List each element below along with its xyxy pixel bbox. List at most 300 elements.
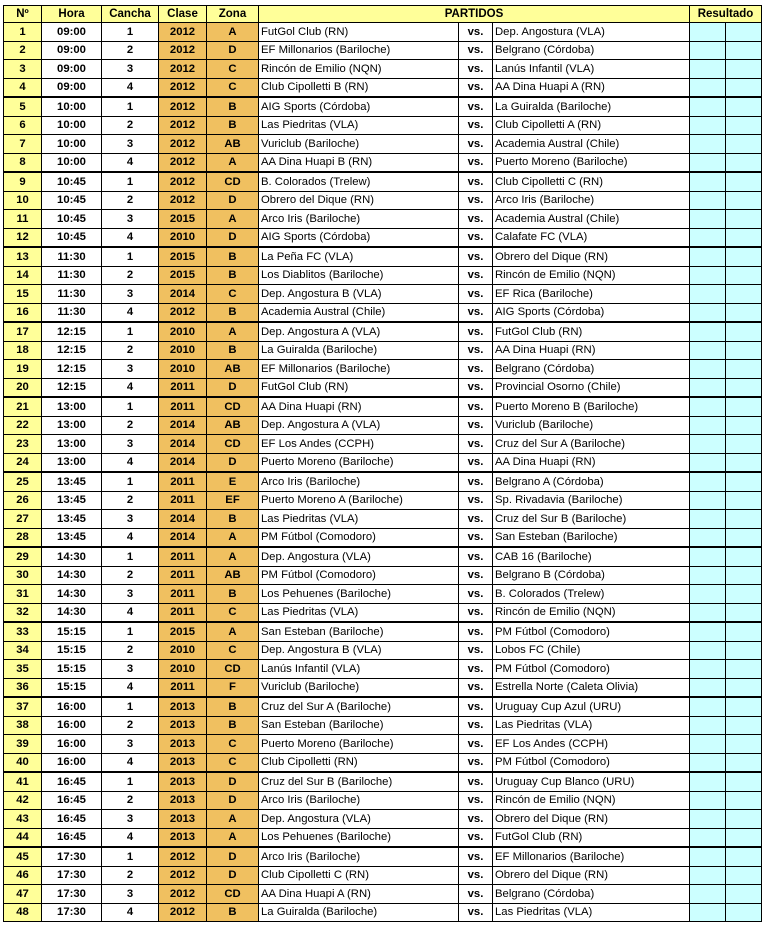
row-home-team: FutGol Club (RN) [259,23,459,42]
row-vs: vs. [459,453,493,472]
row-result-home [690,472,726,491]
row-result-away [726,172,762,191]
row-result-home [690,60,726,79]
row-result-home [690,678,726,697]
row-hora: 16:00 [42,753,102,772]
row-clase: 2012 [159,191,207,210]
row-home-team: Vuriclub (Bariloche) [259,678,459,697]
row-hora: 16:45 [42,828,102,847]
row-hora: 16:00 [42,735,102,754]
row-vs: vs. [459,903,493,922]
row-number: 30 [4,566,42,585]
row-cancha: 3 [102,135,159,154]
row-home-team: Dep. Angostura B (VLA) [259,641,459,660]
row-result-away [726,378,762,397]
row-away-team: FutGol Club (RN) [493,322,690,341]
row-number: 46 [4,866,42,885]
row-zona: AB [207,566,259,585]
row-clase: 2013 [159,772,207,791]
row-zona: C [207,641,259,660]
row-zona: D [207,866,259,885]
row-result-away [726,303,762,322]
row-result-away [726,266,762,285]
row-number: 34 [4,641,42,660]
row-zona: B [207,341,259,360]
row-home-team: Cruz del Sur B (Bariloche) [259,772,459,791]
row-home-team: AIG Sports (Córdoba) [259,228,459,247]
row-cancha: 1 [102,547,159,566]
row-number: 12 [4,228,42,247]
row-clase: 2012 [159,303,207,322]
row-vs: vs. [459,753,493,772]
table-row [4,585,762,604]
row-result-home [690,191,726,210]
table-row [4,210,762,229]
row-result-home [690,228,726,247]
row-hora: 12:15 [42,360,102,379]
row-cancha: 1 [102,472,159,491]
row-cancha: 3 [102,885,159,904]
row-number: 43 [4,810,42,829]
row-result-away [726,697,762,716]
table-row [4,847,762,866]
row-number: 2 [4,41,42,60]
row-home-team: Dep. Angostura A (VLA) [259,416,459,435]
row-away-team: Belgrano (Córdoba) [493,41,690,60]
row-cancha: 1 [102,397,159,416]
row-hora: 10:45 [42,228,102,247]
row-vs: vs. [459,360,493,379]
row-result-away [726,247,762,266]
row-result-home [690,97,726,116]
row-away-team: FutGol Club (RN) [493,828,690,847]
row-result-home [690,341,726,360]
row-result-away [726,153,762,172]
row-hora: 13:00 [42,435,102,454]
row-number: 25 [4,472,42,491]
row-result-home [690,585,726,604]
row-hora: 12:15 [42,378,102,397]
row-hora: 15:15 [42,678,102,697]
row-number: 45 [4,847,42,866]
row-result-home [690,397,726,416]
row-cancha: 4 [102,603,159,622]
header-cancha: Cancha [102,6,159,23]
row-hora: 13:00 [42,416,102,435]
row-vs: vs. [459,585,493,604]
row-result-away [726,285,762,304]
row-zona: A [207,23,259,42]
row-vs: vs. [459,735,493,754]
row-away-team: Estrella Norte (Caleta Olivia) [493,678,690,697]
row-home-team: Las Piedritas (VLA) [259,603,459,622]
row-clase: 2012 [159,172,207,191]
row-number: 19 [4,360,42,379]
row-result-home [690,791,726,810]
row-cancha: 2 [102,116,159,135]
table-row [4,622,762,641]
row-result-home [690,866,726,885]
table-row [4,753,762,772]
row-hora: 16:00 [42,697,102,716]
row-zona: B [207,247,259,266]
row-home-team: Dep. Angostura B (VLA) [259,285,459,304]
row-clase: 2012 [159,41,207,60]
row-number: 21 [4,397,42,416]
row-cancha: 3 [102,435,159,454]
row-number: 1 [4,23,42,42]
row-vs: vs. [459,847,493,866]
table-row [4,472,762,491]
row-vs: vs. [459,135,493,154]
row-cancha: 1 [102,322,159,341]
row-home-team: Las Piedritas (VLA) [259,510,459,529]
row-number: 35 [4,660,42,679]
row-result-away [726,60,762,79]
table-row [4,547,762,566]
row-zona: CD [207,660,259,679]
row-zona: C [207,78,259,97]
row-home-team: Club Cipolletti C (RN) [259,866,459,885]
table-row [4,228,762,247]
row-away-team: Uruguay Cup Azul (URU) [493,697,690,716]
row-vs: vs. [459,228,493,247]
row-away-team: Belgrano B (Córdoba) [493,566,690,585]
row-number: 3 [4,60,42,79]
row-number: 8 [4,153,42,172]
row-zona: B [207,266,259,285]
row-away-team: Arco Iris (Bariloche) [493,191,690,210]
row-away-team: Uruguay Cup Blanco (URU) [493,772,690,791]
row-number: 42 [4,791,42,810]
row-hora: 14:30 [42,603,102,622]
row-cancha: 4 [102,678,159,697]
row-cancha: 3 [102,585,159,604]
row-hora: 16:45 [42,810,102,829]
row-result-home [690,41,726,60]
row-hora: 14:30 [42,585,102,604]
row-vs: vs. [459,97,493,116]
row-home-team: Puerto Moreno A (Bariloche) [259,491,459,510]
row-clase: 2014 [159,285,207,304]
row-clase: 2015 [159,622,207,641]
row-cancha: 2 [102,641,159,660]
table-row [4,828,762,847]
table-row [4,23,762,42]
row-result-away [726,360,762,379]
row-result-away [726,23,762,42]
row-clase: 2015 [159,210,207,229]
row-zona: D [207,772,259,791]
row-clase: 2015 [159,266,207,285]
table-row [4,153,762,172]
row-home-team: PM Fútbol (Comodoro) [259,528,459,547]
row-cancha: 4 [102,378,159,397]
row-cancha: 3 [102,735,159,754]
row-away-team: Puerto Moreno (Bariloche) [493,153,690,172]
row-result-away [726,585,762,604]
row-vs: vs. [459,416,493,435]
row-zona: CD [207,435,259,454]
row-number: 41 [4,772,42,791]
row-result-home [690,172,726,191]
row-result-home [690,303,726,322]
row-home-team: EF Millonarios (Bariloche) [259,360,459,379]
row-number: 38 [4,716,42,735]
row-result-away [726,416,762,435]
row-zona: D [207,453,259,472]
row-clase: 2012 [159,135,207,154]
row-away-team: Cruz del Sur A (Bariloche) [493,435,690,454]
row-vs: vs. [459,435,493,454]
row-vs: vs. [459,716,493,735]
table-row [4,397,762,416]
row-clase: 2010 [159,341,207,360]
row-result-home [690,660,726,679]
row-hora: 14:30 [42,547,102,566]
row-clase: 2012 [159,903,207,922]
row-result-home [690,23,726,42]
row-clase: 2014 [159,510,207,529]
fixture-table [3,5,762,922]
row-cancha: 1 [102,172,159,191]
row-away-team: EF Los Andes (CCPH) [493,735,690,754]
row-result-away [726,678,762,697]
row-result-away [726,472,762,491]
row-cancha: 2 [102,341,159,360]
row-number: 22 [4,416,42,435]
row-vs: vs. [459,866,493,885]
row-cancha: 4 [102,753,159,772]
row-vs: vs. [459,397,493,416]
row-result-home [690,810,726,829]
row-hora: 17:30 [42,847,102,866]
table-row [4,303,762,322]
table-row [4,378,762,397]
row-away-team: Sp. Rivadavia (Bariloche) [493,491,690,510]
row-home-team: Los Pehuenes (Bariloche) [259,828,459,847]
row-away-team: Rincón de Emilio (NQN) [493,791,690,810]
row-number: 39 [4,735,42,754]
row-hora: 10:00 [42,97,102,116]
row-result-home [690,153,726,172]
row-hora: 10:45 [42,210,102,229]
row-cancha: 4 [102,453,159,472]
row-result-away [726,866,762,885]
row-cancha: 3 [102,510,159,529]
row-result-home [690,360,726,379]
header-hora: Hora [42,6,102,23]
table-row [4,735,762,754]
row-home-team: La Guiralda (Bariloche) [259,341,459,360]
row-zona: CD [207,397,259,416]
row-away-team: EF Millonarios (Bariloche) [493,847,690,866]
row-home-team: Arco Iris (Bariloche) [259,210,459,229]
row-zona: C [207,603,259,622]
row-away-team: Lobos FC (Chile) [493,641,690,660]
row-clase: 2010 [159,660,207,679]
row-number: 27 [4,510,42,529]
row-number: 11 [4,210,42,229]
header-row [4,6,762,23]
row-cancha: 2 [102,566,159,585]
row-clase: 2013 [159,810,207,829]
row-away-team: AIG Sports (Córdoba) [493,303,690,322]
row-result-away [726,435,762,454]
row-hora: 17:30 [42,885,102,904]
row-result-away [726,78,762,97]
row-home-team: B. Colorados (Trelew) [259,172,459,191]
row-clase: 2011 [159,678,207,697]
row-result-away [726,547,762,566]
table-row [4,866,762,885]
row-home-team: EF Millonarios (Bariloche) [259,41,459,60]
row-clase: 2012 [159,78,207,97]
row-zona: A [207,828,259,847]
row-vs: vs. [459,247,493,266]
row-clase: 2010 [159,641,207,660]
row-zona: E [207,472,259,491]
fixture-body [4,23,762,922]
row-hora: 11:30 [42,285,102,304]
table-row [4,416,762,435]
table-row [4,885,762,904]
row-away-team: Belgrano (Córdoba) [493,885,690,904]
row-home-team: Arco Iris (Bariloche) [259,472,459,491]
row-vs: vs. [459,322,493,341]
row-number: 29 [4,547,42,566]
row-home-team: Academia Austral (Chile) [259,303,459,322]
row-cancha: 4 [102,828,159,847]
row-vs: vs. [459,41,493,60]
table-row [4,716,762,735]
table-row [4,172,762,191]
row-hora: 13:45 [42,528,102,547]
row-zona: B [207,697,259,716]
row-result-home [690,828,726,847]
table-row [4,566,762,585]
row-result-away [726,622,762,641]
row-clase: 2013 [159,828,207,847]
row-hora: 14:30 [42,566,102,585]
row-clase: 2011 [159,378,207,397]
row-cancha: 2 [102,491,159,510]
row-number: 47 [4,885,42,904]
row-hora: 13:45 [42,491,102,510]
row-home-team: AA Dina Huapi (RN) [259,397,459,416]
row-number: 13 [4,247,42,266]
row-hora: 15:15 [42,622,102,641]
row-vs: vs. [459,547,493,566]
row-vs: vs. [459,378,493,397]
row-home-team: Vuriclub (Bariloche) [259,135,459,154]
row-away-team: AA Dina Huapi (RN) [493,453,690,472]
row-result-away [726,528,762,547]
row-away-team: PM Fútbol (Comodoro) [493,622,690,641]
table-row [4,491,762,510]
row-result-home [690,247,726,266]
row-clase: 2012 [159,885,207,904]
row-away-team: Obrero del Dique (RN) [493,866,690,885]
row-result-home [690,547,726,566]
row-vs: vs. [459,23,493,42]
row-result-home [690,885,726,904]
row-result-away [726,716,762,735]
row-number: 5 [4,97,42,116]
row-result-home [690,453,726,472]
row-result-away [726,41,762,60]
row-hora: 12:15 [42,322,102,341]
row-away-team: Las Piedritas (VLA) [493,903,690,922]
row-number: 28 [4,528,42,547]
row-vs: vs. [459,791,493,810]
row-away-team: Rincón de Emilio (NQN) [493,603,690,622]
row-number: 10 [4,191,42,210]
row-zona: A [207,547,259,566]
row-away-team: PM Fútbol (Comodoro) [493,753,690,772]
row-hora: 11:30 [42,247,102,266]
row-result-away [726,810,762,829]
row-hora: 09:00 [42,41,102,60]
table-row [4,603,762,622]
row-hora: 09:00 [42,60,102,79]
row-zona: A [207,210,259,229]
row-vs: vs. [459,172,493,191]
row-result-away [726,791,762,810]
row-clase: 2012 [159,847,207,866]
row-home-team: Dep. Angostura (VLA) [259,547,459,566]
row-away-team: Las Piedritas (VLA) [493,716,690,735]
row-away-team: Dep. Angostura (VLA) [493,23,690,42]
row-zona: B [207,303,259,322]
row-result-home [690,735,726,754]
row-zona: B [207,716,259,735]
row-zona: B [207,585,259,604]
row-result-home [690,716,726,735]
row-cancha: 2 [102,416,159,435]
row-home-team: Los Pehuenes (Bariloche) [259,585,459,604]
row-cancha: 4 [102,303,159,322]
row-home-team: Cruz del Sur A (Bariloche) [259,697,459,716]
row-result-away [726,191,762,210]
row-cancha: 2 [102,716,159,735]
row-vs: vs. [459,828,493,847]
row-number: 48 [4,903,42,922]
row-result-home [690,491,726,510]
row-result-away [726,322,762,341]
row-clase: 2012 [159,153,207,172]
row-cancha: 3 [102,810,159,829]
row-vs: vs. [459,60,493,79]
row-result-away [726,641,762,660]
row-hora: 09:00 [42,78,102,97]
row-zona: CD [207,885,259,904]
row-zona: B [207,510,259,529]
row-home-team: La Guiralda (Bariloche) [259,903,459,922]
row-cancha: 3 [102,285,159,304]
row-result-home [690,697,726,716]
row-cancha: 3 [102,60,159,79]
row-result-home [690,416,726,435]
row-zona: C [207,285,259,304]
table-row [4,78,762,97]
row-home-team: Dep. Angostura (VLA) [259,810,459,829]
row-away-team: PM Fútbol (Comodoro) [493,660,690,679]
row-hora: 10:45 [42,172,102,191]
row-vs: vs. [459,266,493,285]
row-result-home [690,210,726,229]
row-zona: D [207,791,259,810]
